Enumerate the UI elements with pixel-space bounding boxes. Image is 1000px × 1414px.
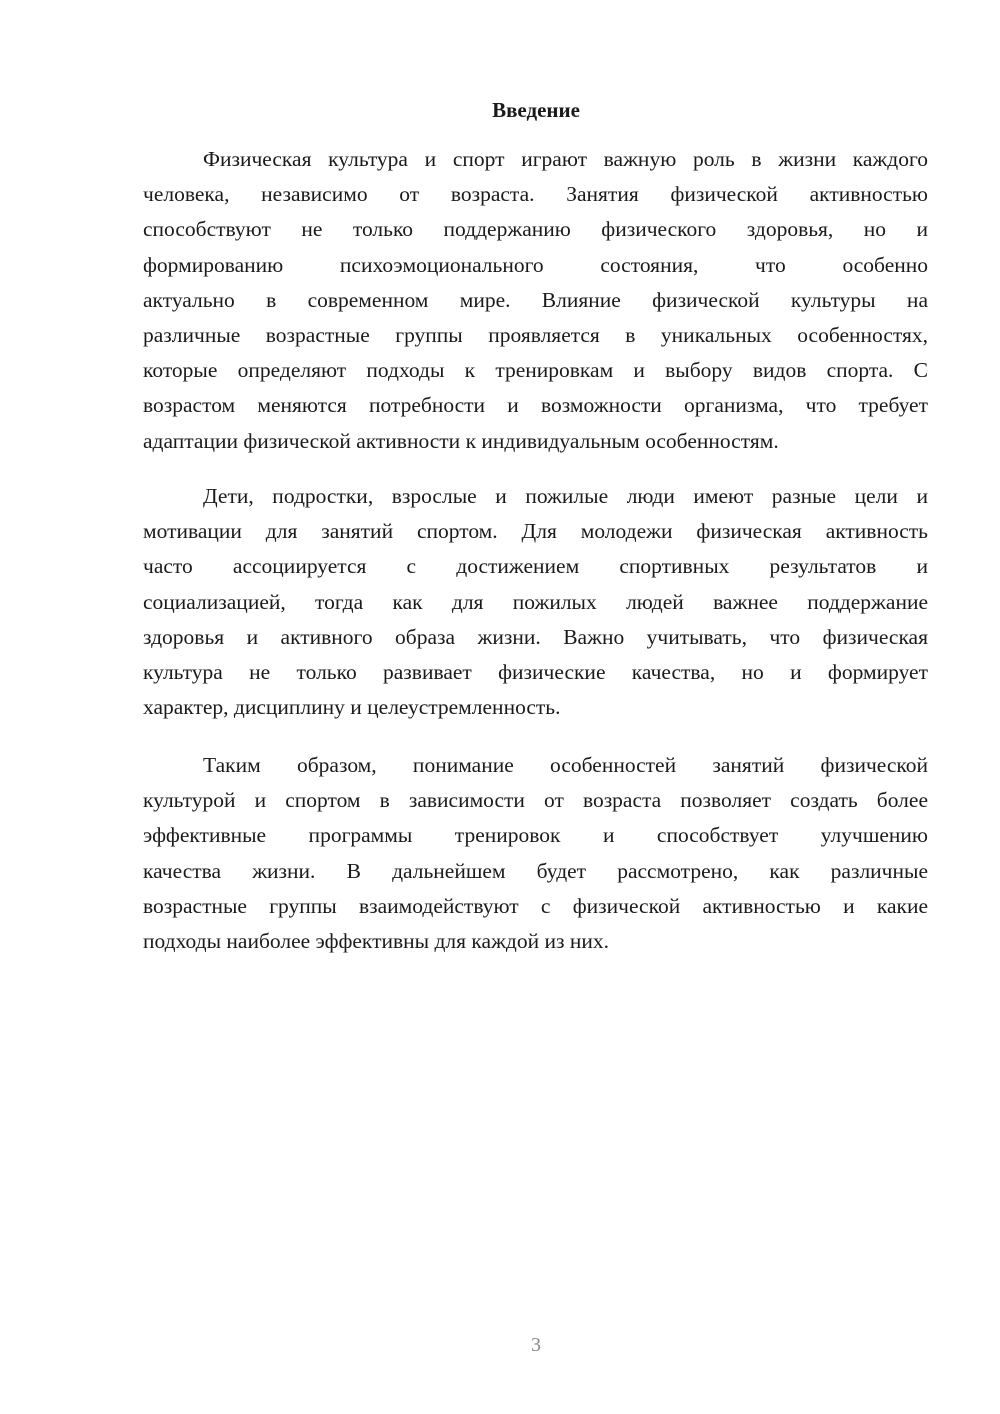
text-line: способствуют не только поддержанию физического здоровья, но и — [143, 217, 928, 242]
text-line: культура не только развивает физические качества, но и формирует — [143, 659, 928, 684]
section-heading: Введение — [492, 98, 580, 122]
paragraph-3 — [143, 748, 928, 959]
text-line: адаптации физической активности к индивидуальным особенностям. — [143, 428, 779, 453]
text-line: Дети, подростки, взрослые и пожилые люди имеют разные цели и — [203, 484, 928, 508]
text-line: подходы наиболее эффективны для каждой из них. — [143, 928, 609, 953]
text-line: культурой и спортом в зависимости от возраста позволяет создать более — [143, 788, 928, 813]
text-line: возрастные группы взаимодействуют с физической активностью и какие — [143, 893, 928, 918]
text-line: часто ассоциируется с достижением спортивных результатов и — [143, 554, 928, 579]
paragraph-1 — [143, 142, 928, 459]
text-line: различные возрастные группы проявляется в уникальных особенностях, — [143, 322, 928, 347]
text-line: которые определяют подходы к тренировкам и выбору видов спорта. С — [143, 358, 928, 383]
text-line: качества жизни. В дальнейшем будет рассмотрено, как различные — [143, 858, 928, 883]
paragraph-2 — [143, 479, 928, 725]
text-line: формированию психоэмоционального состояния, что особенно — [143, 252, 928, 277]
text-line: здоровья и активного образа жизни. Важно учитывать, что физическая — [143, 624, 928, 649]
text-line: характер, дисциплину и целеустремленность. — [143, 695, 561, 720]
text-line: Физическая культура и спорт играют важную роль в жизни каждого — [203, 147, 928, 171]
text-line: возрастом меняются потребности и возможности организма, что требует — [143, 393, 928, 418]
text-line: актуально в современном мире. Влияние физической культуры на — [143, 287, 928, 312]
text-line: человека, независимо от возраста. Занятия физической активностью — [143, 182, 928, 207]
text-line: социализацией, тогда как для пожилых людей важнее поддержание — [143, 589, 928, 614]
text-line: мотивации для занятий спортом. Для молодежи физическая активность — [143, 519, 928, 544]
page-number: 3 — [531, 1334, 541, 1356]
text-line: эффективные программы тренировок и способствует улучшению — [143, 823, 928, 848]
text-line: Таким образом, понимание особенностей занятий физической — [203, 753, 928, 777]
